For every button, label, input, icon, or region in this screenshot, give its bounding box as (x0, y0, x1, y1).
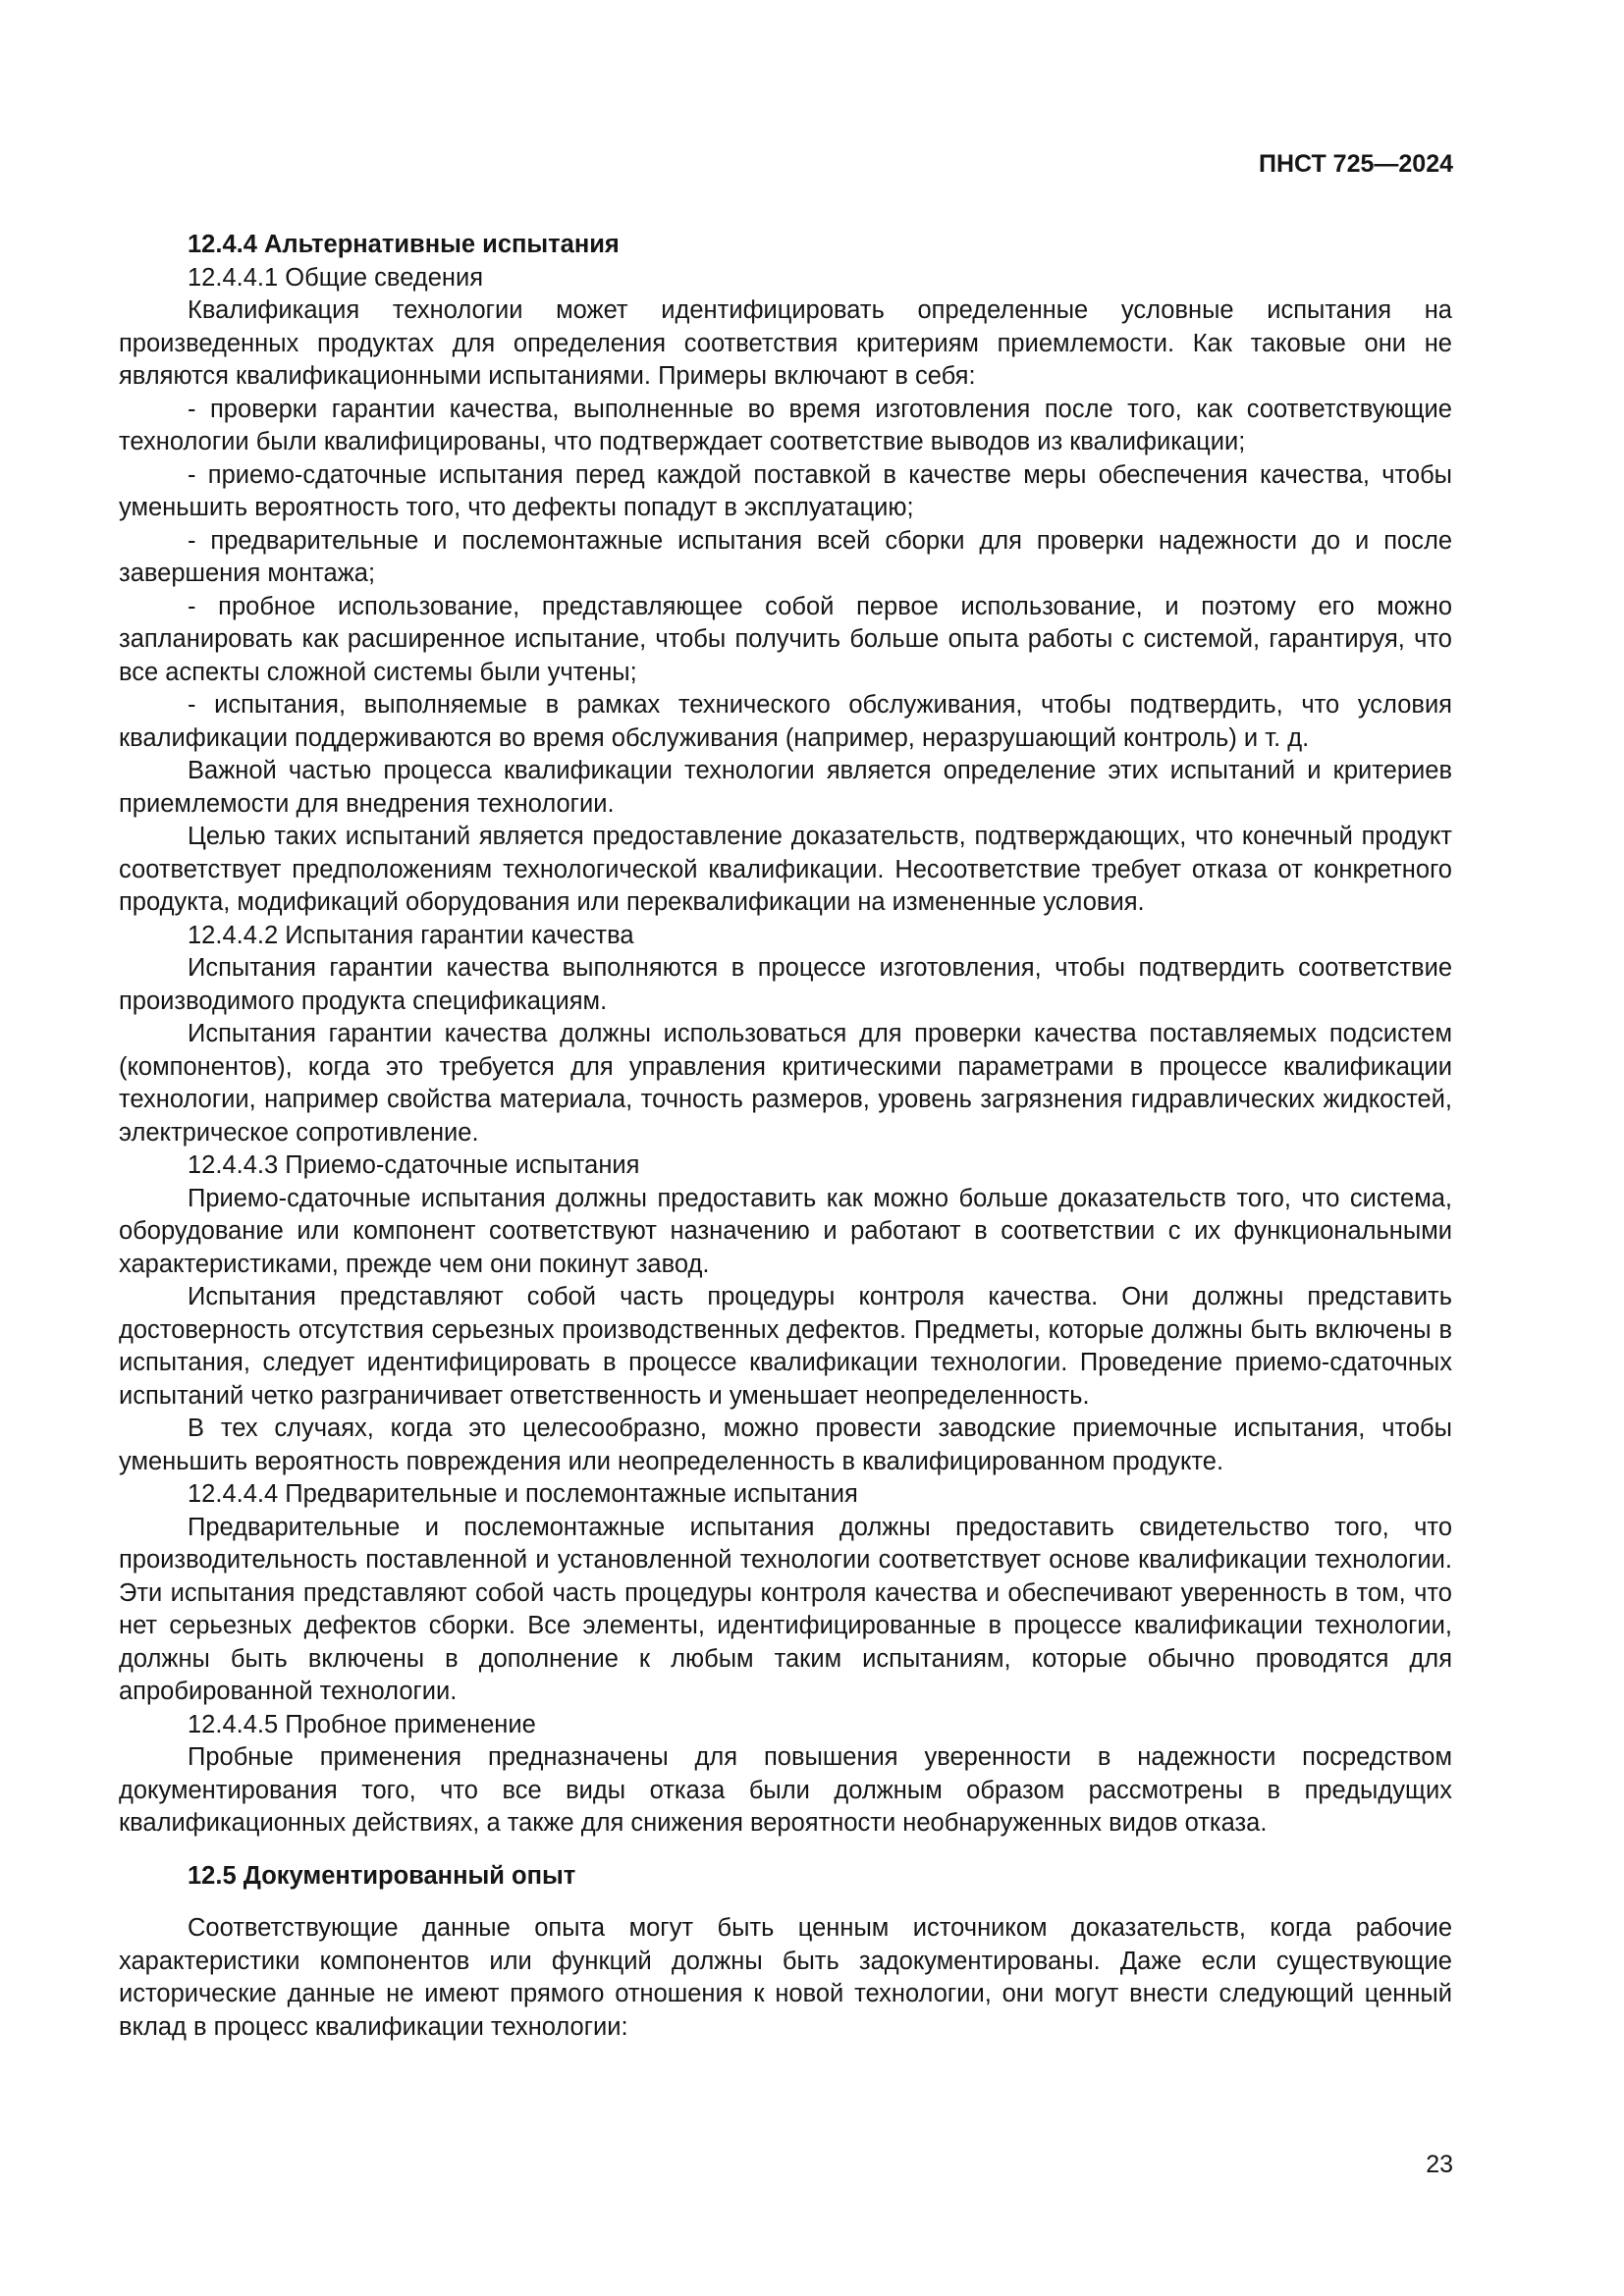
subsection-heading-12-4-4-2: 12.4.4.2 Испытания гарантии качества (188, 921, 634, 949)
paragraph: Испытания гарантии качества выполняются в процессе изготовления, чтобы подтвердить соответствие производимого продукта спецификациям. (119, 954, 1452, 1015)
list-item: - проверки гарантии качества, выполненные во время изготовления после того, как соответствующие технологии были квалифицированы, что подтверждает соответствие выводов из квалификации; (119, 395, 1452, 455)
list-item: - пробное использование, представляющее собой первое использование, и поэтому его можно запланировать как расширенное испытание, чтобы получить больше опыта работы с системой, гарантируя, что все аспекты сложной системы были учтены; (119, 592, 1452, 686)
document-id: ПНСТ 725—2024 (1259, 150, 1453, 178)
subsection-heading-12-4-4-5: 12.4.4.5 Пробное применение (188, 1710, 536, 1738)
paragraph: Квалификация технологии может идентифицировать определенные условные испытания на произведенных продуктах для определения соответствия критериям приемлемости. Как таковые они не являются квалификационными испытаниями. Примеры включают в себя: (119, 296, 1452, 390)
section-heading-12-5: 12.5 Документированный опыт (188, 1861, 576, 1890)
paragraph: Испытания представляют собой часть процедуры контроля качества. Они должны представить достоверность отсутствия серьезных производственных дефектов. Предметы, которые должны быть включены в испытания, следует идентифицировать в процессе квалификации технологии. Проведение приемо-сдаточных испытаний четко разграничивает ответственность и уменьшает неопределенность. (119, 1283, 1452, 1410)
paragraph: Пробные применения предназначены для повышения уверенности в надежности посредством документирования того, что все виды отказа были должным образом рассмотрены в предыдущих квалификационных действиях, а также для снижения вероятности необнаруженных видов отказа. (119, 1743, 1452, 1837)
subsection-heading-12-4-4-1: 12.4.4.1 Общие сведения (188, 263, 484, 292)
paragraph: Целью таких испытаний является предоставление доказательств, подтверждающих, что конечный продукт соответствует предположениям технологической квалификации. Несоответствие требует отказа от конкретного продукта, модификаций оборудования или переквалификации на измененные условия. (119, 823, 1452, 916)
paragraph: Приемо-сдаточные испытания должны предоставить как можно больше доказательств того, что система, оборудование или компонент соответствуют назначению и работают в соответствии с их функциональными характеристиками, прежде чем они покинут завод. (119, 1184, 1452, 1278)
paragraph: Предварительные и послемонтажные испытания должны предоставить свидетельство того, что производительность поставленной и установленной технологии соответствует основе квалификации технологии. Эти испытания представляют собой часть процедуры контроля качества и обеспечивают уверенность в том, что нет серьезных дефектов сборки. Все элементы, идентифицированные в процессе квалификации технологии, должны быть включены в дополнение к любым таким испытаниям, которые обычно проводятся для апробированной технологии. (119, 1513, 1452, 1705)
page-number: 23 (1426, 2151, 1453, 2178)
section-heading-12-4-4: 12.4.4 Альтернативные испытания (188, 231, 620, 258)
paragraph: Важной частью процесса квалификации технологии является определение этих испытаний и критериев приемлемости для внедрения технологии. (119, 757, 1452, 818)
subsection-heading-12-4-4-3: 12.4.4.3 Приемо-сдаточные испытания (188, 1151, 640, 1179)
list-item: - приемо-сдаточные испытания перед каждой поставкой в качестве меры обеспечения качества, чтобы уменьшить вероятность того, что дефекты попадут в эксплуатацию; (119, 460, 1452, 521)
page-content (119, 229, 1452, 2044)
list-item: - предварительные и послемонтажные испытания всей сборки для проверки надежности до и после завершения монтажа; (119, 526, 1452, 587)
paragraph: В тех случаях, когда это целесообразно, можно провести заводские приемочные испытания, чтобы уменьшить вероятность повреждения или неопределенность в квалифицированном продукте. (119, 1415, 1452, 1475)
subsection-heading-12-4-4-4: 12.4.4.4 Предварительные и послемонтажные испытания (188, 1480, 858, 1508)
paragraph: Соответствующие данные опыта могут быть ценным источником доказательств, когда рабочие характеристики компонентов или функций должны быть задокументированы. Даже если существующие исторические данные не имеют прямого отношения к новой технологии, они могут внести следующий ценный вклад в процесс квалификации технологии: (119, 1914, 1452, 2041)
list-item: - испытания, выполняемые в рамках технического обслуживания, чтобы подтвердить, что условия квалификации поддерживаются во время обслуживания (например, неразрушающий контроль) и т. д. (119, 691, 1452, 752)
paragraph: Испытания гарантии качества должны использоваться для проверки качества поставляемых подсистем (компонентов), когда это требуется для управления критическими параметрами в процессе квалификации технологии, например свойства материала, точность размеров, уровень загрязнения гидравлических жидкостей, электрическое сопротивление. (119, 1020, 1452, 1147)
